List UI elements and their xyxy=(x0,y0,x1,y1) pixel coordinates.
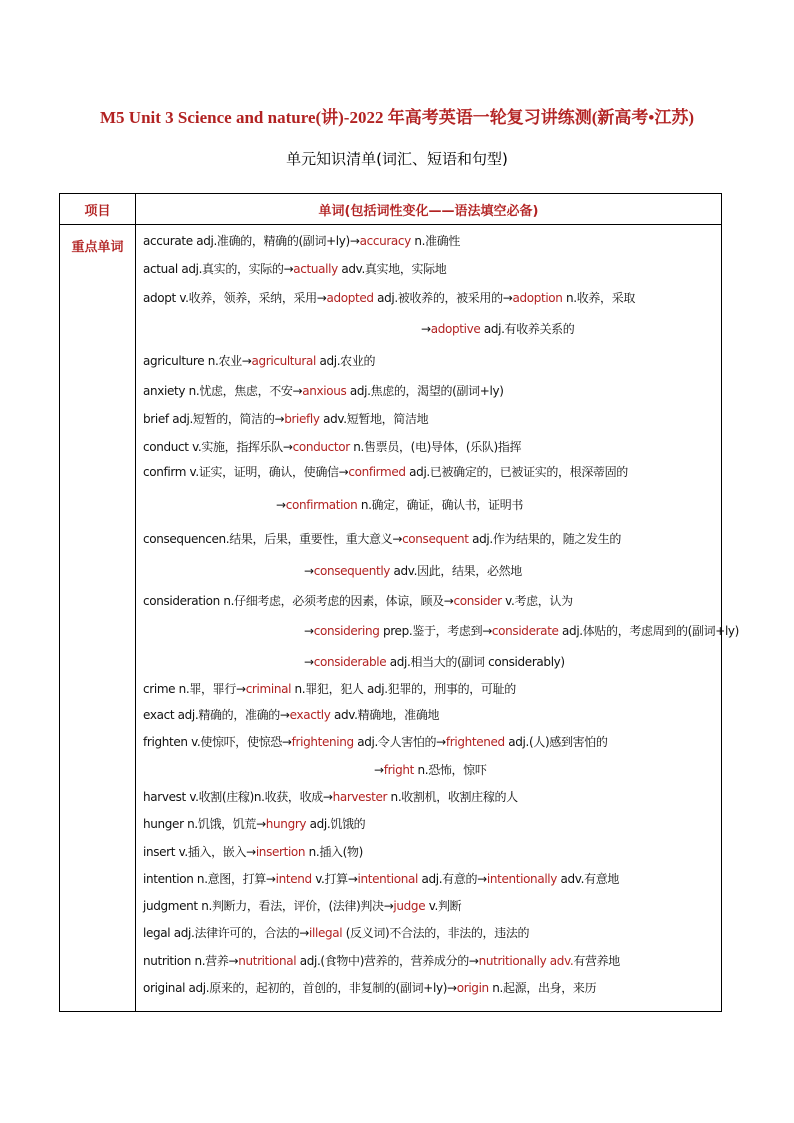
derived-word: criminal xyxy=(245,682,292,696)
word-entry xyxy=(143,531,621,547)
category-key-words: 重点单词 xyxy=(60,225,136,1012)
entry-text: adj.有意的→ xyxy=(418,872,487,886)
entry-text: intention n.意图，打算→ xyxy=(143,872,276,886)
entry-text: v.打算→ xyxy=(311,872,358,886)
derived-word: considerable xyxy=(313,655,387,669)
derived-word: exactly xyxy=(289,708,331,722)
entry-text: legal adj.法律许可的，合法的→ xyxy=(143,926,310,940)
entry-text: nutrition n.营养→ xyxy=(143,954,239,968)
word-entry xyxy=(143,233,460,249)
derived-word: intend xyxy=(275,872,312,886)
entry-text: adj.已被确定的，已被证实的，根深蒂固的 xyxy=(405,465,628,479)
derived-word: nutritional xyxy=(238,954,297,968)
derived-word: nutritionally adv. xyxy=(478,954,574,968)
entry-text: adj.饥饿的 xyxy=(306,817,366,831)
derived-word: hungry xyxy=(265,817,307,831)
entry-text: n.恐怖，惊吓 xyxy=(414,763,487,777)
entry-text: adj.相当大的(副词 considerably) xyxy=(386,655,565,669)
entry-text: 有营养地 xyxy=(573,954,620,968)
word-entry xyxy=(143,816,365,832)
word-entry xyxy=(143,593,573,609)
word-entry xyxy=(143,411,428,427)
derived-word: judge xyxy=(393,899,426,913)
entry-text: consequencen.结果，后果，重要性，重大意义→ xyxy=(143,532,403,546)
derived-word: agricultural xyxy=(251,354,316,368)
derived-word: frightening xyxy=(291,735,354,749)
derived-word: conductor xyxy=(292,440,350,454)
entry-text: → xyxy=(276,498,286,512)
derived-word: frightened xyxy=(445,735,505,749)
header-words: 单词(包括词性变化——语法填空必备) xyxy=(136,194,722,225)
entry-text: original adj.原来的，起初的，首创的，非复制的(副词+ly)→ xyxy=(143,981,457,995)
entry-text: → xyxy=(304,624,314,638)
derived-word: anxious xyxy=(302,384,347,398)
word-entry xyxy=(304,563,522,579)
entry-text: (反义词)不合法的，非法的，违法的 xyxy=(342,926,530,940)
word-entry xyxy=(143,871,619,887)
derived-word: insertion xyxy=(255,845,306,859)
derived-word: adopted xyxy=(326,291,374,305)
entry-text: insert v.插入，嵌入→ xyxy=(143,845,256,859)
word-entry xyxy=(143,734,608,750)
word-entry xyxy=(421,321,574,337)
entry-text: adj.体贴的，考虑周到的(副词+ly) xyxy=(558,624,740,638)
entry-text: adj.令人害怕的→ xyxy=(353,735,446,749)
entry-text: actual adj.真实的，实际的→ xyxy=(143,262,294,276)
word-entry xyxy=(143,707,439,723)
word-entry xyxy=(276,497,523,513)
entry-text: n.收割机，收割庄稼的人 xyxy=(387,790,518,804)
derived-word: consequently xyxy=(313,564,391,578)
derived-word: confirmation xyxy=(285,498,358,512)
table-header-row xyxy=(60,194,722,225)
derived-word: consequent xyxy=(402,532,469,546)
derived-word: adoption xyxy=(512,291,563,305)
entry-text: n.售票员，(电)导体，(乐队)指挥 xyxy=(349,440,522,454)
entry-text: confirm v.证实，证明，确认，使确信→ xyxy=(143,465,349,479)
entry-text: n.准确性 xyxy=(410,234,461,248)
entry-text: n.确定，确证，确认书，证明书 xyxy=(357,498,524,512)
word-entry xyxy=(143,844,363,860)
word-entry xyxy=(374,762,486,778)
entry-text: v.考虑，认为 xyxy=(501,594,573,608)
entry-text: adj.焦虑的，渴望的(副词+ly) xyxy=(346,384,504,398)
word-entry xyxy=(143,980,596,996)
entry-text: anxiety n.忧虑，焦虑，不安→ xyxy=(143,384,303,398)
entry-text: judgment n.判断力，看法，评价，(法律)判决→ xyxy=(143,899,394,913)
entry-text: n.收养，采取 xyxy=(562,291,635,305)
entry-text: crime n.罪，罪行→ xyxy=(143,682,246,696)
derived-word: considerate xyxy=(491,624,559,638)
entry-text: harvest v.收割(庄稼)n.收获，收成→ xyxy=(143,790,333,804)
entry-text: brief adj.短暂的，简洁的→ xyxy=(143,412,285,426)
entry-text: adv.短暂地，简洁地 xyxy=(319,412,429,426)
entry-text: adv.真实地，实际地 xyxy=(337,262,447,276)
entry-text: → xyxy=(304,655,314,669)
entry-text: adj.农业的 xyxy=(316,354,376,368)
entry-text: n.罪犯，犯人 adj.犯罪的，刑事的，可耻的 xyxy=(291,682,516,696)
word-entry xyxy=(143,953,620,969)
word-entry xyxy=(143,439,521,455)
entry-text: consideration n.仔细考虑，必须考虑的因素，体谅，顾及→ xyxy=(143,594,454,608)
entry-text: adopt v.收养，领养，采纳，采用→ xyxy=(143,291,327,305)
entry-text: adj.被收养的，被采用的→ xyxy=(373,291,513,305)
entry-text: accurate adj.准确的，精确的(副词+ly)→ xyxy=(143,234,360,248)
entry-text: → xyxy=(304,564,314,578)
derived-word: harvester xyxy=(332,790,388,804)
table-row xyxy=(60,225,722,1012)
derived-word: fright xyxy=(383,763,415,777)
entry-text: adv.有意地 xyxy=(557,872,620,886)
entry-text: adj.(人)感到害怕的 xyxy=(504,735,608,749)
entry-text: exact adj.精确的，准确的→ xyxy=(143,708,290,722)
entry-text: adj.有收养关系的 xyxy=(480,322,575,336)
document-title: M5 Unit 3 Science and nature(讲)-2022 年高考英语一轮复习讲练测(新高考•江苏) xyxy=(100,108,694,127)
derived-word: adoptive xyxy=(430,322,481,336)
word-entry xyxy=(304,623,739,639)
word-entry xyxy=(143,353,375,369)
word-entry xyxy=(143,261,446,277)
header-item: 项目 xyxy=(60,194,136,225)
word-entry xyxy=(143,898,461,914)
entry-text: → xyxy=(421,322,431,336)
entry-text: adv.因此，结果，必然地 xyxy=(390,564,522,578)
entry-text: hunger n.饥饿，饥荒→ xyxy=(143,817,266,831)
derived-word: intentional xyxy=(357,872,418,886)
entry-text: → xyxy=(374,763,384,777)
entry-text: adj.作为结果的，随之发生的 xyxy=(468,532,622,546)
derived-word: briefly xyxy=(284,412,320,426)
derived-word: illegal xyxy=(309,926,343,940)
entry-text: frighten v.使惊吓，使惊恐→ xyxy=(143,735,292,749)
entry-text: adv.精确地，准确地 xyxy=(330,708,440,722)
entry-text: v.判断 xyxy=(425,899,462,913)
derived-word: consider xyxy=(453,594,502,608)
entry-text: adj.(食物中)营养的，营养成分的→ xyxy=(296,954,479,968)
entry-text: n.起源，出身，来历 xyxy=(488,981,597,995)
word-list-cell xyxy=(136,225,740,1012)
word-entry xyxy=(143,925,529,941)
derived-word: actually xyxy=(293,262,338,276)
word-entry xyxy=(143,789,518,805)
entry-text: n.插入(物) xyxy=(305,845,363,859)
document-subtitle: 单元知识清单(词汇、短语和句型) xyxy=(286,150,508,168)
word-entry xyxy=(304,654,565,670)
word-entry xyxy=(143,681,516,697)
word-entry xyxy=(143,464,628,480)
word-entry xyxy=(143,290,635,306)
word-entry xyxy=(143,383,504,399)
derived-word: intentionally xyxy=(486,872,558,886)
entry-text: prep.鉴于，考虑到→ xyxy=(379,624,492,638)
derived-word: considering xyxy=(313,624,380,638)
derived-word: origin xyxy=(456,981,489,995)
entry-text: agriculture n.农业→ xyxy=(143,354,252,368)
derived-word: accuracy xyxy=(359,234,411,248)
vocabulary-table xyxy=(59,193,740,1012)
derived-word: confirmed xyxy=(348,465,406,479)
entry-text: conduct v.实施，指挥乐队→ xyxy=(143,440,293,454)
